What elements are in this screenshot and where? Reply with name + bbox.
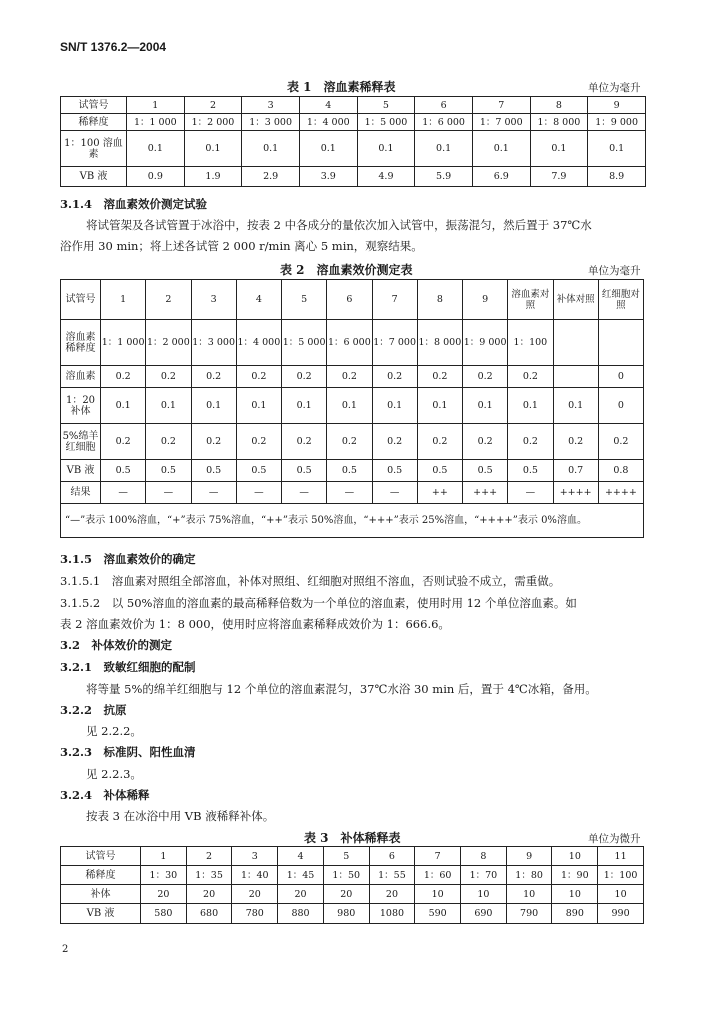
table-cell: 1：55	[369, 866, 415, 885]
table-cell: 1：50	[323, 866, 369, 885]
table3-col-header: 8	[461, 847, 507, 866]
table-cell: —	[146, 482, 191, 504]
table2-col-header: 7	[372, 280, 417, 320]
table-cell: 0.2	[417, 424, 462, 460]
table-cell: 0.1	[146, 388, 191, 424]
table3-col-header: 4	[278, 847, 324, 866]
section-3-1-4-line1: 将试管架及各试管置于冰浴中，按表 2 中各成分的量依次加入试管中，振荡混匀，然后置于 37℃水	[86, 218, 592, 232]
table-cell: 1080	[369, 904, 415, 924]
table-cell: 990	[598, 904, 644, 924]
table-cell	[553, 366, 598, 388]
table-cell: 1：60	[415, 866, 461, 885]
table1-col-header: 5	[357, 97, 415, 114]
table2-col-header: 补体对照	[553, 280, 598, 320]
table-cell: 1：1 000	[127, 114, 185, 131]
table-cell: 0.8	[598, 460, 643, 482]
standard-header: SN/T 1376.2—2004	[60, 40, 167, 54]
table-cell: 10	[461, 885, 507, 904]
table-cell: 1：8 000	[530, 114, 588, 131]
table-cell: 1：35	[186, 866, 232, 885]
table-cell: 0.1	[242, 131, 300, 167]
table-cell: 1：5 000	[282, 320, 327, 366]
table-cell: 0.2	[417, 366, 462, 388]
table1-row-header: 1：100 溶血素	[61, 131, 127, 167]
table1-col-header: 7	[472, 97, 530, 114]
table-cell: 0.1	[127, 131, 185, 167]
table1-col-header: 2	[184, 97, 242, 114]
table-cell: 0.9	[127, 167, 185, 187]
table-cell: 1：9 000	[588, 114, 646, 131]
table3-col-header: 试管号	[61, 847, 141, 866]
table1-col-header: 1	[127, 97, 185, 114]
table-cell: 7.9	[530, 167, 588, 187]
table-cell: 1：7 000	[472, 114, 530, 131]
table2-row-header: 5%绵羊红细胞	[61, 424, 101, 460]
table-cell: 20	[369, 885, 415, 904]
table-cell: 790	[506, 904, 552, 924]
table-cell: 0.5	[236, 460, 281, 482]
table-cell: 0.2	[101, 424, 146, 460]
table2-row-header: 结果	[61, 482, 101, 504]
table-cell: 0.2	[282, 366, 327, 388]
table-cell: 0.1	[417, 388, 462, 424]
table-cell: 0.2	[508, 366, 553, 388]
table-row	[61, 388, 644, 424]
table-cell: 0.2	[146, 424, 191, 460]
table-cell: 0.2	[372, 366, 417, 388]
table1-unit: 单位为毫升	[588, 82, 641, 94]
section-3-2-2-heading: 3.2.2 抗原	[60, 703, 127, 717]
table-cell: 1：2 000	[184, 114, 242, 131]
table-cell: 0.1	[191, 388, 236, 424]
table-cell: 20	[278, 885, 324, 904]
table3-col-header: 10	[552, 847, 598, 866]
table-cell: 1：90	[552, 866, 598, 885]
table-cell: 0.1	[415, 131, 473, 167]
table-cell: 1：70	[461, 866, 507, 885]
table-cell: 1：7 000	[372, 320, 417, 366]
table2	[60, 279, 644, 538]
table2-col-header: 4	[236, 280, 281, 320]
table-cell: 1：100	[508, 320, 553, 366]
table3-col-header: 6	[369, 847, 415, 866]
table2-col-header: 3	[191, 280, 236, 320]
table-cell: 2.9	[242, 167, 300, 187]
table3-row-header: VB 液	[61, 904, 141, 924]
table-cell: 0.1	[553, 388, 598, 424]
table1-col-header: 6	[415, 97, 473, 114]
table1-col-header: 3	[242, 97, 300, 114]
table-cell: —	[372, 482, 417, 504]
table-row	[61, 904, 644, 924]
table-cell: 680	[186, 904, 232, 924]
table2-row-header: 1：20 补体	[61, 388, 101, 424]
table-cell: 0.5	[146, 460, 191, 482]
table-cell: 1：8 000	[417, 320, 462, 366]
table-cell: 0.2	[146, 366, 191, 388]
table3-col-header: 1	[141, 847, 187, 866]
table-row	[61, 167, 646, 187]
table1-col-header: 9	[588, 97, 646, 114]
table-cell: 1：100	[598, 866, 644, 885]
table-cell: 980	[323, 904, 369, 924]
table2-col-header: 6	[327, 280, 372, 320]
table-cell: +++	[463, 482, 508, 504]
table-cell: 0.2	[598, 424, 643, 460]
table-cell: 1：6 000	[415, 114, 473, 131]
table-cell: 0.1	[530, 131, 588, 167]
table-cell: 0.5	[327, 460, 372, 482]
table2-col-header: 溶血素对照	[508, 280, 553, 320]
table3-row-header: 补体	[61, 885, 141, 904]
table-cell: 0	[598, 388, 643, 424]
table-cell: 0.1	[299, 131, 357, 167]
section-3-1-5-2-line2: 表 2 溶血素效价为 1：8 000，使用时应将溶血素稀释成效价为 1：666.6。	[60, 617, 450, 631]
section-3-2-heading: 3.2 补体效价的测定	[60, 638, 173, 652]
table-cell: 0.7	[553, 460, 598, 482]
table-cell: ++++	[598, 482, 643, 504]
table3-col-header: 3	[232, 847, 278, 866]
table-cell: 590	[415, 904, 461, 924]
table-cell: 0.5	[282, 460, 327, 482]
table-cell: 20	[141, 885, 187, 904]
section-3-2-1-heading: 3.2.1 致敏红细胞的配制	[60, 660, 196, 674]
table-cell: 0.1	[472, 131, 530, 167]
table3-col-header: 5	[323, 847, 369, 866]
table-cell: 10	[415, 885, 461, 904]
section-3-1-5-2-line1: 3.1.5.2 以 50%溶血的溶血素的最高稀释倍数为一个单位的溶血素，使用时用 12 个单位溶血素。如	[60, 596, 577, 610]
table-cell: 0.5	[417, 460, 462, 482]
table-cell: 10	[506, 885, 552, 904]
table-cell: 0.5	[508, 460, 553, 482]
table-cell: 6.9	[472, 167, 530, 187]
table-cell: 0.5	[372, 460, 417, 482]
table-cell: 0.2	[372, 424, 417, 460]
table-cell: 0.1	[327, 388, 372, 424]
table-cell: 0.2	[282, 424, 327, 460]
table-cell: 20	[232, 885, 278, 904]
table-cell: ++++	[553, 482, 598, 504]
table1-col-header: 试管号	[61, 97, 127, 114]
table-cell: 1：5 000	[357, 114, 415, 131]
table-cell: 0.5	[101, 460, 146, 482]
table2-row-header: 溶血素	[61, 366, 101, 388]
table2-row-header: VB 液	[61, 460, 101, 482]
table-cell: 0.1	[372, 388, 417, 424]
table-cell: —	[101, 482, 146, 504]
table-cell: 1：4 000	[236, 320, 281, 366]
table-cell: 0.2	[327, 424, 372, 460]
table1-row-header: 稀释度	[61, 114, 127, 131]
table-cell: —	[508, 482, 553, 504]
table-cell: 0.1	[184, 131, 242, 167]
table2-col-header: 2	[146, 280, 191, 320]
table-cell: 1：4 000	[299, 114, 357, 131]
table-cell: —	[282, 482, 327, 504]
table-row	[61, 866, 644, 885]
table-row	[61, 114, 646, 131]
table-row	[61, 366, 644, 388]
table-cell: 580	[141, 904, 187, 924]
table-cell: 0.2	[327, 366, 372, 388]
table-cell: —	[236, 482, 281, 504]
table-cell: 4.9	[357, 167, 415, 187]
table-cell: 1：45	[278, 866, 324, 885]
section-3-2-3-heading: 3.2.3 标准阴、阳性血清	[60, 745, 196, 759]
section-3-2-2-text: 见 2.2.2。	[86, 724, 142, 738]
section-3-1-5-heading: 3.1.5 溶血素效价的确定	[60, 552, 196, 566]
table-row	[61, 424, 644, 460]
table-cell	[598, 320, 643, 366]
table1-col-header: 8	[530, 97, 588, 114]
table1	[60, 96, 646, 187]
table-row	[61, 320, 644, 366]
table-cell: —	[327, 482, 372, 504]
table-row	[61, 482, 644, 504]
table-cell: 0.1	[236, 388, 281, 424]
table-cell: 0	[598, 366, 643, 388]
table-cell: 0.2	[463, 366, 508, 388]
table-cell: 1：80	[506, 866, 552, 885]
table-cell: 1：40	[232, 866, 278, 885]
table-cell: 1：9 000	[463, 320, 508, 366]
section-3-2-4-text: 按表 3 在冰浴中用 VB 液稀释补体。	[86, 809, 275, 823]
table3-col-header: 9	[506, 847, 552, 866]
table-cell: 0.1	[463, 388, 508, 424]
section-3-2-1-text: 将等量 5%的绵羊红细胞与 12 个单位的溶血素混匀，37℃水浴 30 min 后，置于 4℃冰箱，备用。	[86, 682, 597, 696]
table-cell: 880	[278, 904, 324, 924]
table2-col-header: 5	[282, 280, 327, 320]
table-cell: 0.1	[508, 388, 553, 424]
table-cell: 20	[323, 885, 369, 904]
section-3-1-5-1: 3.1.5.1 溶血素对照组全部溶血，补体对照组、红细胞对照组不溶血，否则试验不成立，需重做。	[60, 574, 561, 588]
table-cell: 0.2	[236, 366, 281, 388]
table3-caption: 表 3 补体稀释表	[304, 831, 401, 845]
table1-caption: 表 1 溶血素稀释表	[287, 80, 396, 94]
section-3-2-4-heading: 3.2.4 补体稀释	[60, 788, 150, 802]
table3-row-header: 稀释度	[61, 866, 141, 885]
table-cell: 0.1	[357, 131, 415, 167]
section-3-1-4-line2: 浴作用 30 min；将上述各试管 2 000 r/min 离心 5 min，观察结果。	[60, 239, 423, 253]
table-cell: 1.9	[184, 167, 242, 187]
table2-note: “—”表示 100%溶血，“+”表示 75%溶血，“++”表示 50%溶血，“+++”表示 25%溶血，“++++”表示 0%溶血。	[61, 504, 644, 538]
table2-row-header: 溶血素稀释度	[61, 320, 101, 366]
table-cell: 0.1	[282, 388, 327, 424]
table-cell: 1：6 000	[327, 320, 372, 366]
table3	[60, 846, 644, 924]
table-cell: 8.9	[588, 167, 646, 187]
table2-col-header: 8	[417, 280, 462, 320]
table-cell: 20	[186, 885, 232, 904]
table-row	[61, 131, 646, 167]
table-cell: 0.1	[588, 131, 646, 167]
table-cell: 0.2	[191, 366, 236, 388]
table-cell	[553, 320, 598, 366]
table-cell: 10	[598, 885, 644, 904]
page-number: 2	[62, 944, 69, 955]
table-cell: 1：1 000	[101, 320, 146, 366]
table-cell: 3.9	[299, 167, 357, 187]
table-cell: 0.5	[463, 460, 508, 482]
table2-col-header: 试管号	[61, 280, 101, 320]
table-cell: 1：2 000	[146, 320, 191, 366]
table-cell: 0.2	[191, 424, 236, 460]
table-cell: 780	[232, 904, 278, 924]
table2-col-header: 红细胞对照	[598, 280, 643, 320]
table-cell: 0.2	[508, 424, 553, 460]
table3-col-header: 11	[598, 847, 644, 866]
table-cell: 0.5	[191, 460, 236, 482]
table-cell: 890	[552, 904, 598, 924]
table-cell: 0.1	[101, 388, 146, 424]
table1-col-header: 4	[299, 97, 357, 114]
table-cell: 690	[461, 904, 507, 924]
table-row	[61, 460, 644, 482]
table-cell: 0.2	[463, 424, 508, 460]
table-cell: 5.9	[415, 167, 473, 187]
table-cell: 1：3 000	[191, 320, 236, 366]
table1-row-header: VB 液	[61, 167, 127, 187]
table-cell: 0.2	[101, 366, 146, 388]
table-cell: 10	[552, 885, 598, 904]
table-cell: 1：30	[141, 866, 187, 885]
table3-unit: 单位为微升	[588, 833, 641, 845]
table2-col-header: 1	[101, 280, 146, 320]
section-3-1-4-heading: 3.1.4 溶血素效价测定试验	[60, 197, 208, 211]
table2-caption: 表 2 溶血素效价测定表	[280, 263, 413, 277]
table2-unit: 单位为毫升	[588, 265, 641, 277]
table-cell: ++	[417, 482, 462, 504]
table-cell: 1：3 000	[242, 114, 300, 131]
table-cell: 0.2	[553, 424, 598, 460]
table-cell: 0.2	[236, 424, 281, 460]
table2-col-header: 9	[463, 280, 508, 320]
table-row	[61, 885, 644, 904]
table3-col-header: 2	[186, 847, 232, 866]
table-cell: —	[191, 482, 236, 504]
section-3-2-3-text: 见 2.2.3。	[86, 767, 142, 781]
table3-col-header: 7	[415, 847, 461, 866]
